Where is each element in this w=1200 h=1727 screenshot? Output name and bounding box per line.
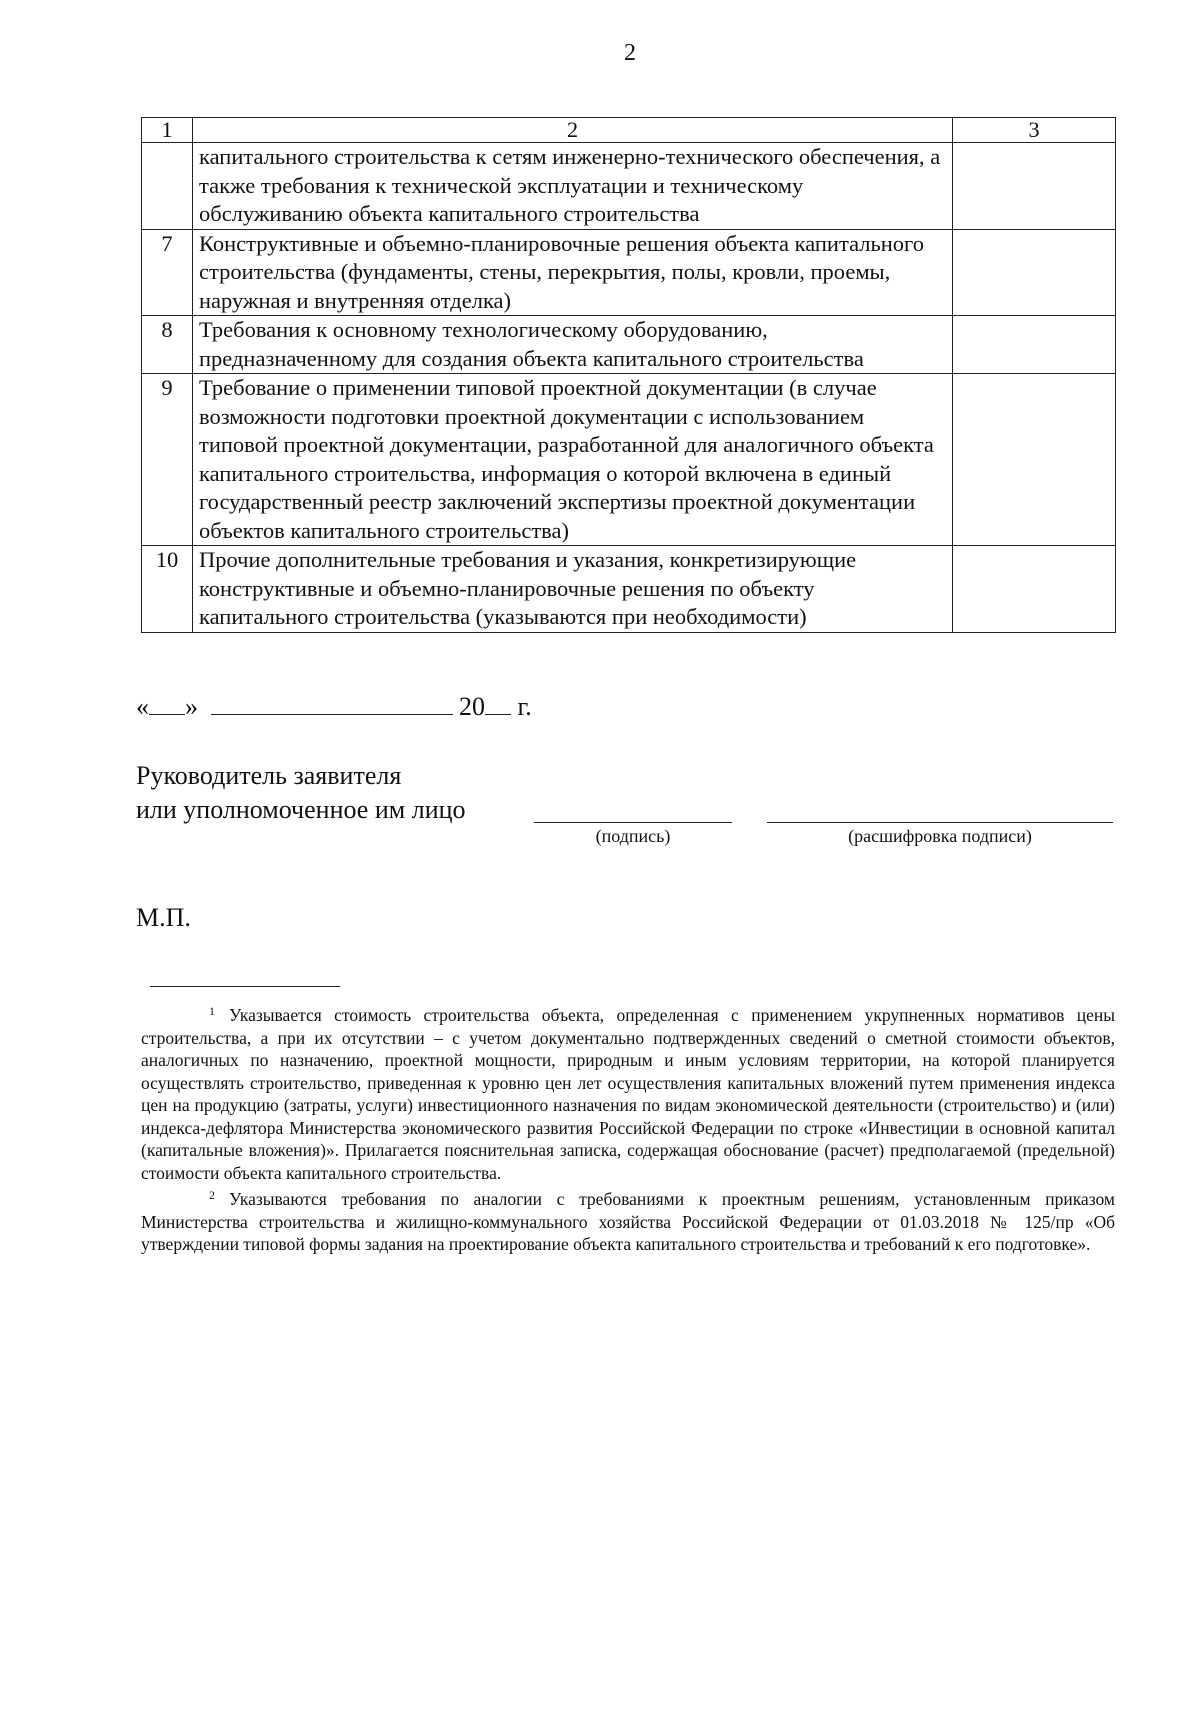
date-open-quote: « xyxy=(136,692,149,721)
date-close-quote: » xyxy=(185,692,198,721)
date-line xyxy=(136,692,532,722)
row-number: 9 xyxy=(142,374,193,546)
column-header-1: 1 xyxy=(142,118,193,143)
footnote-mark: 2 xyxy=(209,1188,215,1202)
table-row xyxy=(142,229,1116,316)
day-blank[interactable] xyxy=(149,692,185,715)
table-row xyxy=(142,374,1116,546)
month-blank[interactable] xyxy=(211,692,453,715)
table-row xyxy=(142,546,1116,633)
row-number xyxy=(142,143,193,230)
row-requirement-text: Конструктивные и объемно-планировочные решения объекта капитального строительства (фундаменты, стены, перекрытия, полы, кровли, проемы, наружная и внутренняя отделка) xyxy=(193,229,953,316)
column-header-3: 3 xyxy=(953,118,1116,143)
signatory-title-line-2: или уполномоченное им лицо xyxy=(136,795,466,824)
row-value xyxy=(953,316,1116,374)
requirements-table xyxy=(141,117,1116,633)
signatory-title-line-1: Руководитель заявителя xyxy=(136,761,402,790)
year-prefix: 20 xyxy=(459,692,485,721)
footnote-text: Указываются требования по аналогии с требованиями к проектным решениям, установленным приказом Министерства строительства и жилищно-коммунального хозяйства Российской Федерации от 01.03.2018 № 125/пр «Об утверждении типовой формы задания на проектирование объекта капитального строительства и требований к его подготовке». xyxy=(141,1189,1115,1254)
signatory-title xyxy=(136,759,466,827)
footnote-text: Указывается стоимость строительства объекта, определенная с применением укрупненных нормативов цены строительства, а при их отсутствии – с учетом документально подтвержденных сведений о сметной стоимости объектов, аналогичных по назначению, проектной мощности, природным и иным условиям территории, на которой планируется осуществлять строительство, приведенная к уровню цен лет осуществления капитальных вложений путем применения индекса цен на продукцию (затраты, услуги) инвестиционного назначения по видам экономической деятельности (строительство) и (или) индекса-дефлятора Министерства экономического развития Российской Федерации по строке «Инвестиции в основной капитал (капитальные вложения)». Прилагается пояснительная записка, содержащая обоснование (расчет) предполагаемой (предельной) стоимости объекта капитального строительства. xyxy=(141,1005,1115,1183)
year-suffix: г. xyxy=(517,692,532,721)
footnote-2 xyxy=(141,1184,1115,1256)
table-header-row xyxy=(142,118,1116,143)
year-blank[interactable] xyxy=(485,692,511,715)
signature-decode-caption: (расшифровка подписи) xyxy=(848,826,1032,846)
row-requirement-text: Требования к основному технологическому оборудованию, предназначенному для создания объекта капитального строительства xyxy=(193,316,953,374)
signature-decode-line[interactable] xyxy=(767,822,1113,823)
table-row xyxy=(142,143,1116,230)
row-number: 7 xyxy=(142,229,193,316)
row-number: 10 xyxy=(142,546,193,633)
signature-line[interactable] xyxy=(534,822,732,823)
page-number: 2 xyxy=(624,40,636,66)
row-number: 8 xyxy=(142,316,193,374)
table-row xyxy=(142,316,1116,374)
footnote-1 xyxy=(141,1000,1115,1184)
row-value xyxy=(953,229,1116,316)
row-value xyxy=(953,374,1116,546)
row-requirement-text: Требование о применении типовой проектной документации (в случае возможности подготовки проектной документации с использованием типовой проектной документации, разработанной для аналогичного объекта капитального строительства, информация о которой включена в единый государственный реестр заключений экспертизы проектной документации объектов капитального строительства) xyxy=(193,374,953,546)
footnotes xyxy=(141,1000,1115,1256)
row-requirement-text: Прочие дополнительные требования и указания, конкретизирующие конструктивные и объемно-планировочные решения по объекту капитального строительства (указываются при необходимости) xyxy=(193,546,953,633)
footnote-mark: 1 xyxy=(209,1004,215,1018)
row-value xyxy=(953,546,1116,633)
signature-caption: (подпись) xyxy=(595,826,671,846)
stamp-label: М.П. xyxy=(136,903,191,932)
row-requirement-text: капитального строительства к сетям инженерно-технического обеспечения, а также требования к технической эксплуатации и техническому обслуживанию объекта капитального строительства xyxy=(193,143,953,230)
footnote-separator xyxy=(150,986,340,987)
column-header-2: 2 xyxy=(193,118,953,143)
row-value xyxy=(953,143,1116,230)
